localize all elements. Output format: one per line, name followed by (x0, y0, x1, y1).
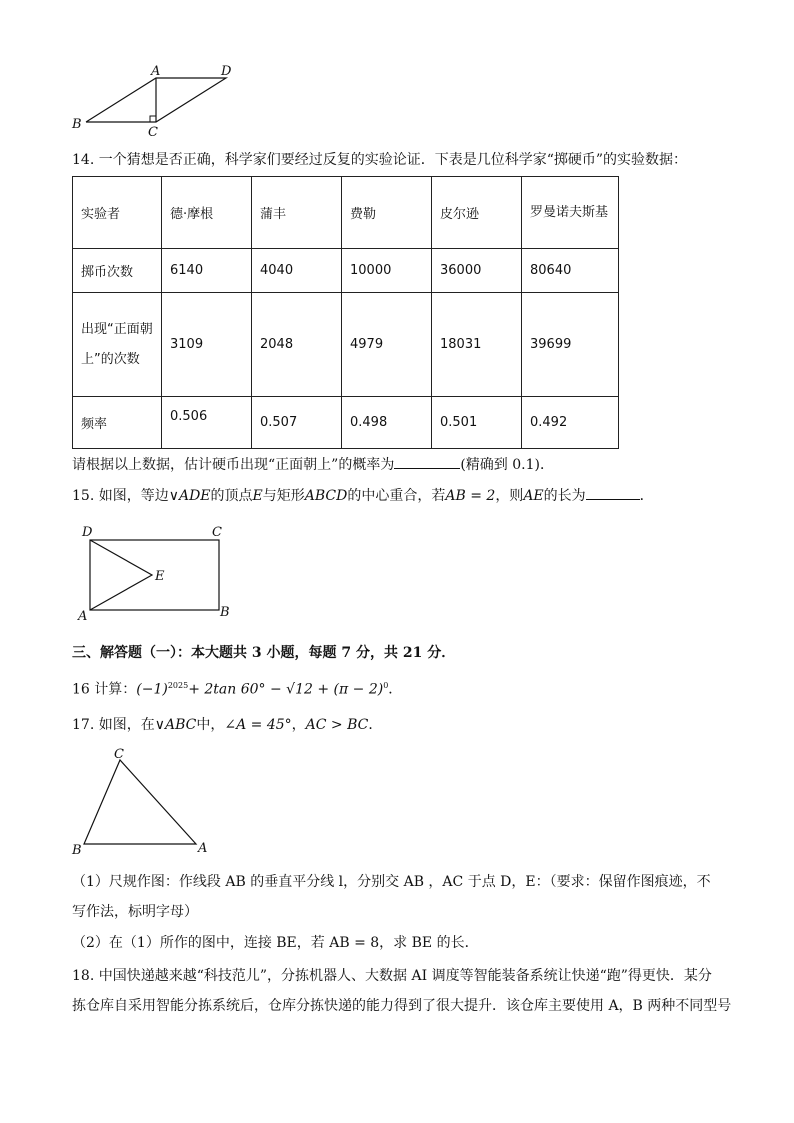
label-A: A (78, 609, 88, 624)
answer-blank (394, 454, 460, 469)
rectangle-triangle-figure (72, 520, 242, 624)
table-cell: 39699 (522, 293, 619, 397)
table-cell: 罗曼诺夫斯基 (522, 177, 619, 249)
table-cell: 18031 (432, 293, 522, 397)
label-A: A (198, 841, 208, 856)
label-B: B (220, 605, 230, 620)
table-cell: 3109 (162, 293, 252, 397)
question-17-text: 17. 如图，在∨ABC中，∠A = 45°，AC > BC． (72, 717, 383, 733)
label-B: B (72, 843, 82, 858)
question-16-text: 16 计算：$(-1)^{2025}+ 2\tan$ $60^\circ - √12 + (\pi - 2)^0$． (72, 681, 403, 698)
coin-toss-table (72, 176, 619, 449)
label-D: D (82, 525, 93, 540)
table-cell: 4040 (252, 249, 342, 293)
table-cell: 0.506 (162, 397, 252, 449)
table-cell: 实验者 (73, 177, 162, 249)
label-B: B (72, 117, 82, 132)
question-17-part1-line2: 写作法，标明字母） (72, 904, 198, 920)
label-E: E (155, 569, 165, 584)
table-cell: 10000 (342, 249, 432, 293)
question-15-text: 15. 如图，等边∨ADE的顶点E与矩形ABCD的中心重合，若AB = 2，则AE的长为 ． (72, 485, 654, 506)
table-cell: 德·摩根 (162, 177, 252, 249)
question-18-line2: 拣仓库自采用智能分拣系统后，仓库分拣快递的能力得到了很大提升．该仓库主要使用 A，B 两种不同型号 (72, 998, 732, 1014)
table-cell: 2048 (252, 293, 342, 397)
table-cell: 36000 (432, 249, 522, 293)
table-cell: 0.507 (252, 397, 342, 449)
question-14-answer-line: 请根据以上数据，估计硬币出现“正面朝上”的概率为 (精确到 0.1)． (72, 454, 554, 475)
question-17-part1-line1: （1）尺规作图：作线段 AB 的垂直平分线 l，分别交 AB ，AC 于点 D，E：（要求：保留作图痕迹，不 (72, 874, 711, 890)
table-cell: 6140 (162, 249, 252, 293)
table-cell: 出现“正面朝上”的次数 (73, 293, 162, 397)
label-C: C (148, 125, 158, 140)
table-cell: 4979 (342, 293, 432, 397)
table-cell: 80640 (522, 249, 619, 293)
table-cell: 0.498 (342, 397, 432, 449)
section-3-heading: 三、解答题（一）：本大题共 3 小题，每题 7 分，共 21 分． (72, 645, 456, 661)
table-cell: 掷币次数 (73, 249, 162, 293)
label-A: A (151, 64, 161, 79)
triangle-abc-figure (66, 744, 226, 860)
parallelogram-figure (64, 60, 244, 140)
question-17-part2: （2）在（1）所作的图中，连接 BE，若 AB = 8，求 BE 的长． (72, 935, 479, 951)
question-18-line1: 18. 中国快递越来越“科技范儿”，分拣机器人、大数据 AI 调度等智能装备系统让快递“跑”得更快．某分 (72, 968, 712, 984)
table-cell: 0.501 (432, 397, 522, 449)
label-C: C (212, 525, 222, 540)
label-C: C (114, 747, 124, 762)
table-cell: 费勒 (342, 177, 432, 249)
table-cell: 蒲丰 (252, 177, 342, 249)
answer-blank (586, 485, 640, 500)
label-D: D (221, 64, 232, 79)
table-cell: 0.492 (522, 397, 619, 449)
table-cell: 皮尔逊 (432, 177, 522, 249)
table-cell: 频率 (73, 397, 162, 449)
question-14-text: 14. 一个猜想是否正确，科学家们要经过反复的实验论证．下表是几位科学家“掷硬币”的实验数据： (72, 152, 688, 168)
